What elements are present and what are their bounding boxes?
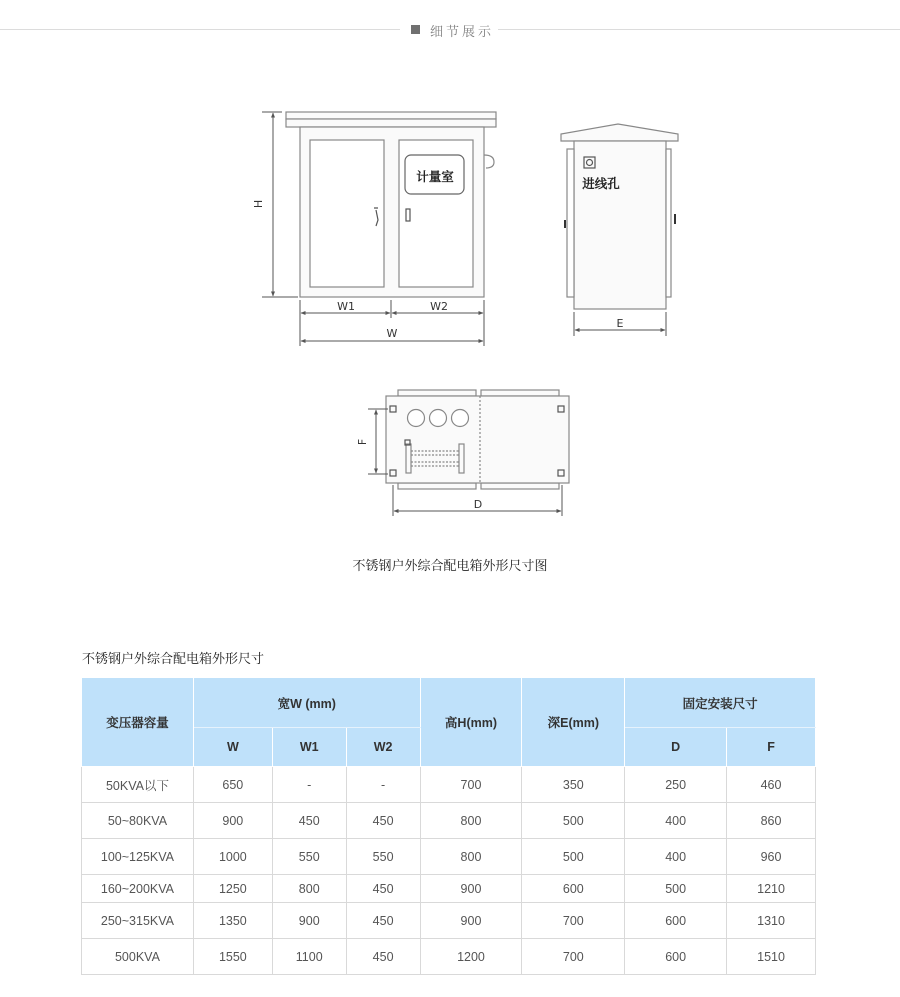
top-view [386, 390, 569, 489]
meter-room-label: 计量室 [416, 169, 454, 184]
section-title: 细节展示 [430, 25, 495, 40]
cell-w2: 550 [346, 839, 420, 875]
side-view [561, 124, 678, 309]
table-row [82, 767, 816, 803]
header-w1: W1 [272, 728, 346, 767]
cell-capacity: 100~125KVA [82, 839, 194, 875]
cell-w1: 1100 [272, 939, 346, 975]
cell-depth: 500 [522, 839, 625, 875]
cell-height: 900 [420, 875, 522, 903]
cell-height: 800 [420, 803, 522, 839]
cell-depth: 350 [522, 767, 625, 803]
cell-w2: 450 [346, 875, 420, 903]
cell-capacity: 500KVA [82, 939, 194, 975]
cell-w1: 550 [272, 839, 346, 875]
cell-d: 500 [625, 875, 727, 903]
cell-d: 600 [625, 939, 727, 975]
cell-d: 400 [625, 839, 727, 875]
cell-d: 400 [625, 803, 727, 839]
cell-height: 800 [420, 839, 522, 875]
header-w: W [193, 728, 272, 767]
cell-height: 900 [420, 903, 522, 939]
cell-w2: 450 [346, 939, 420, 975]
cell-capacity: 50~80KVA [82, 803, 194, 839]
cell-w: 900 [193, 803, 272, 839]
dim-w-label: W [386, 327, 398, 340]
dimension-h [262, 112, 298, 297]
header-mount-group: 固定安装尺寸 [625, 678, 816, 728]
cell-w1: 900 [272, 903, 346, 939]
cell-w2: 450 [346, 903, 420, 939]
cell-w1: 800 [272, 875, 346, 903]
cell-height: 700 [420, 767, 522, 803]
dim-d-label: D [473, 498, 483, 511]
dim-w1-label: W1 [337, 300, 355, 313]
cell-f: 1310 [727, 903, 816, 939]
inlet-label: 进线孔 [582, 176, 620, 191]
cell-w: 650 [193, 767, 272, 803]
cell-w2: - [346, 767, 420, 803]
dim-e-label: E [616, 317, 624, 330]
cell-depth: 600 [522, 875, 625, 903]
front-view [286, 112, 496, 297]
cell-w2: 450 [346, 803, 420, 839]
diagram-caption: 不锈钢户外综合配电箱外形尺寸图 [352, 559, 548, 574]
cell-w: 1250 [193, 875, 272, 903]
cell-w: 1550 [193, 939, 272, 975]
cell-capacity: 250~315KVA [82, 903, 194, 939]
header-height: 高H(mm) [420, 678, 522, 767]
dimension-f [368, 409, 388, 474]
table-title: 不锈钢户外综合配电箱外形尺寸 [82, 652, 265, 667]
cell-capacity: 50KVA以下 [82, 767, 194, 803]
table-row [82, 875, 816, 903]
cell-w1: - [272, 767, 346, 803]
table-row [82, 839, 816, 875]
cell-d: 250 [625, 767, 727, 803]
cell-w: 1350 [193, 903, 272, 939]
header-f: F [727, 728, 816, 767]
cell-depth: 700 [522, 939, 625, 975]
header-d: D [625, 728, 727, 767]
cell-w: 1000 [193, 839, 272, 875]
table-row [82, 939, 816, 975]
dim-w2-label: W2 [430, 300, 448, 313]
dim-f-label: F [356, 438, 369, 446]
header-depth: 深E(mm) [522, 678, 625, 767]
table-row [82, 903, 816, 939]
cell-depth: 700 [522, 903, 625, 939]
cell-f: 460 [727, 767, 816, 803]
cell-depth: 500 [522, 803, 625, 839]
cell-f: 860 [727, 803, 816, 839]
cell-height: 1200 [420, 939, 522, 975]
spec-table [81, 677, 816, 975]
table-row [82, 803, 816, 839]
cell-w1: 450 [272, 803, 346, 839]
cell-f: 1210 [727, 875, 816, 903]
cell-capacity: 160~200KVA [82, 875, 194, 903]
header-w2: W2 [346, 728, 420, 767]
cell-f: 1510 [727, 939, 816, 975]
dim-h-label: H [252, 199, 265, 209]
cell-f: 960 [727, 839, 816, 875]
header-width-group: 宽W (mm) [193, 678, 420, 728]
header-capacity: 变压器容量 [82, 678, 194, 767]
cell-d: 600 [625, 903, 727, 939]
